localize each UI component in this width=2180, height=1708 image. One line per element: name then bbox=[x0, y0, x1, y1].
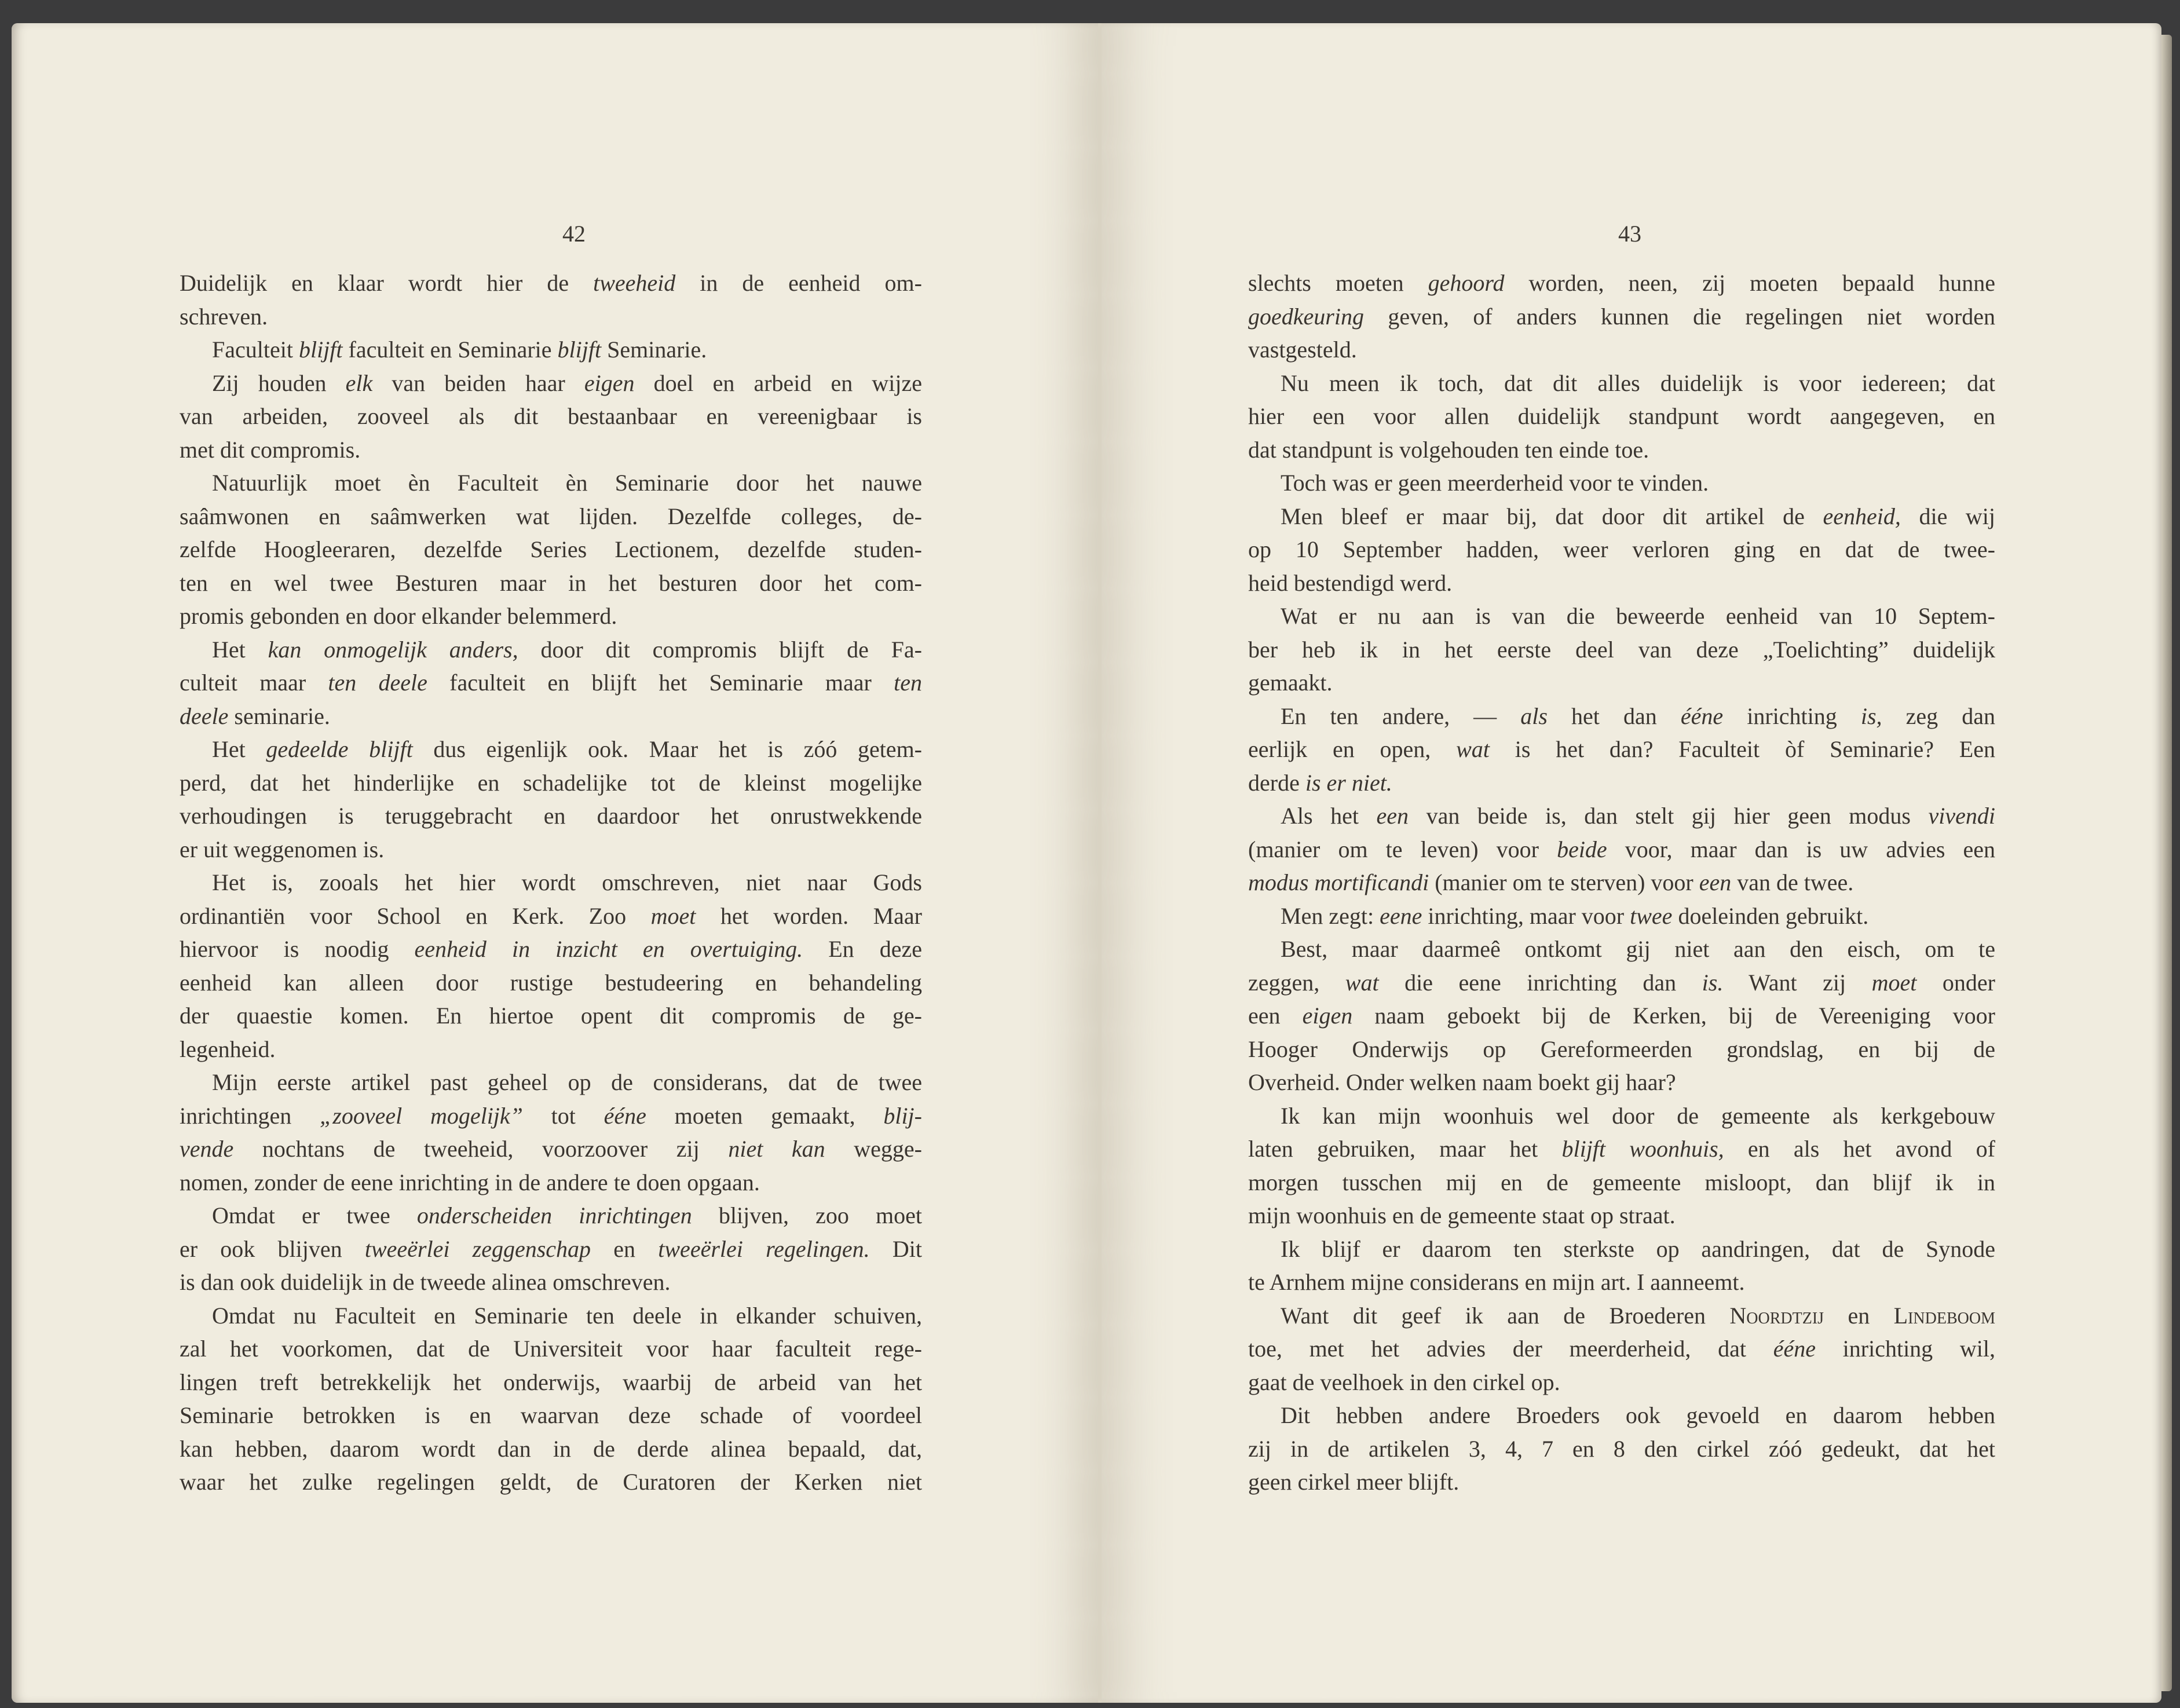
text-segment: door dit compromis blijft de Fa- bbox=[518, 636, 922, 663]
text-line bbox=[1248, 899, 1995, 933]
text-line bbox=[180, 899, 922, 933]
italic-text: goedkeuring bbox=[1248, 303, 1364, 330]
text-segment: eenheid kan alleen door rustige bestudeering en behandeling bbox=[180, 969, 922, 996]
text-line bbox=[180, 266, 922, 300]
text-segment: van arbeiden, zooveel als dit bestaanbaar en vereenigbaar is bbox=[180, 403, 922, 429]
italic-text: blijft bbox=[557, 337, 602, 363]
italic-text: ten deele bbox=[328, 670, 427, 696]
italic-text: niet kan bbox=[728, 1136, 825, 1162]
text-line bbox=[180, 932, 922, 966]
text-segment: zeg dan bbox=[1882, 703, 1995, 729]
text-segment: faculteit en blijft het Seminarie maar bbox=[427, 670, 894, 696]
text-line bbox=[180, 1299, 922, 1333]
text-line bbox=[180, 1066, 922, 1099]
text-segment: wegge- bbox=[825, 1136, 922, 1162]
text-line bbox=[180, 533, 922, 566]
text-line bbox=[180, 733, 922, 766]
text-line bbox=[180, 1099, 922, 1133]
text-segment: legenheid. bbox=[180, 1036, 276, 1062]
text-segment: Seminarie betrokken is en waarvan deze schade of voordeel bbox=[180, 1402, 922, 1428]
text-segment: een bbox=[1248, 1003, 1303, 1029]
text-segment: Dit hebben andere Broeders ook gevoeld en daarom hebben bbox=[1281, 1402, 1995, 1428]
text-segment: Omdat er twee bbox=[212, 1202, 417, 1228]
text-segment: toe, met het advies der meerderheid, dat bbox=[1248, 1336, 1773, 1362]
text-line bbox=[1248, 367, 1995, 400]
italic-text: tweeheid bbox=[593, 270, 676, 296]
text-segment: Toch was er geen meerderheid voor te vinden. bbox=[1281, 470, 1709, 496]
italic-text: vivendi bbox=[1928, 803, 1995, 829]
text-line bbox=[180, 1399, 922, 1432]
italic-text: elk bbox=[345, 370, 373, 396]
text-line bbox=[180, 500, 922, 533]
italic-text: eene bbox=[1380, 902, 1422, 929]
left-page-text bbox=[180, 266, 922, 1499]
text-segment: die wij bbox=[1900, 503, 1995, 529]
text-segment: van beiden haar bbox=[372, 370, 584, 396]
text-line bbox=[180, 1432, 922, 1466]
text-segment: van beide is, dan stelt gij hier geen modus bbox=[1409, 803, 1929, 829]
text-segment: Men zegt: bbox=[1281, 902, 1380, 929]
italic-text: blij- bbox=[883, 1102, 922, 1129]
text-line bbox=[180, 666, 922, 700]
text-segment: er uit weggenomen is. bbox=[180, 836, 385, 862]
page-edge bbox=[2161, 35, 2172, 1691]
text-segment: Dit bbox=[869, 1235, 922, 1262]
text-line bbox=[1248, 1366, 1995, 1399]
text-segment: En deze bbox=[803, 936, 922, 962]
italic-text: eigen bbox=[584, 370, 635, 396]
italic-text: modus mortificandi bbox=[1248, 869, 1429, 895]
italic-text: is. bbox=[1702, 969, 1724, 996]
text-segment: dat standpunt is volgehouden ten einde toe. bbox=[1248, 436, 1649, 463]
text-segment: zelfde Hoogleeraren, dezelfde Series Lectionem, dezelfde studen- bbox=[180, 536, 922, 562]
italic-text: onderscheiden inrichtingen bbox=[416, 1202, 692, 1228]
italic-text: moet bbox=[1871, 969, 1917, 996]
text-line bbox=[1248, 766, 1995, 800]
text-line bbox=[180, 367, 922, 400]
text-segment: nomen, zonder de eene inrichting in de andere te doen opgaan. bbox=[180, 1169, 760, 1195]
text-line bbox=[180, 700, 922, 733]
text-segment: is het dan? Faculteit òf Seminarie? Een bbox=[1489, 736, 1995, 762]
italic-text: ééne bbox=[1773, 1336, 1816, 1362]
text-line bbox=[180, 599, 922, 633]
text-segment: Ik blijf er daarom ten sterkste op aandringen, dat de Synode bbox=[1281, 1235, 1995, 1262]
text-segment: het worden. Maar bbox=[696, 902, 922, 929]
text-line bbox=[1248, 1399, 1995, 1432]
text-line bbox=[1248, 932, 1995, 966]
text-line bbox=[180, 1266, 922, 1299]
text-segment: Want zij bbox=[1723, 969, 1872, 996]
text-segment: slechts moeten bbox=[1248, 270, 1428, 296]
italic-text: ééne bbox=[1680, 703, 1724, 729]
italic-text: blijft bbox=[298, 337, 343, 363]
text-line bbox=[1248, 333, 1995, 367]
text-segment: nochtans de tweeheid, voorzoover zij bbox=[233, 1136, 729, 1162]
text-line bbox=[1248, 1432, 1995, 1466]
italic-text: twee bbox=[1630, 902, 1673, 929]
text-segment: derde bbox=[1248, 769, 1305, 796]
text-segment: inrichting bbox=[1723, 703, 1861, 729]
text-line bbox=[180, 1166, 922, 1199]
text-segment: laten gebruiken, maar het bbox=[1248, 1136, 1562, 1162]
text-line bbox=[1248, 1132, 1995, 1166]
text-segment: lingen treft betrekkelijk het onderwijs, waarbij de arbeid van het bbox=[180, 1369, 922, 1395]
italic-text: een bbox=[1699, 869, 1732, 895]
text-segment: Nu meen ik toch, dat dit alles duidelijk is voor iedereen; dat bbox=[1281, 370, 1995, 396]
text-segment: die eene inrichting dan bbox=[1378, 969, 1702, 996]
text-segment: Wat er nu aan is van die beweerde eenheid van 10 Septem- bbox=[1281, 603, 1995, 629]
italic-text: kan onmogelijk anders, bbox=[268, 636, 518, 663]
text-segment: Het bbox=[212, 736, 266, 762]
text-segment: Zij houden bbox=[212, 370, 346, 396]
text-segment: Mijn eerste artikel past geheel op de considerans, dat de twee bbox=[212, 1069, 922, 1095]
text-line bbox=[180, 966, 922, 1000]
text-segment: voor, maar dan is uw advies een bbox=[1607, 836, 1995, 862]
text-segment: heid bestendigd werd. bbox=[1248, 569, 1453, 596]
text-segment: blijven, zoo moet bbox=[692, 1202, 922, 1228]
italic-text: „zooveel mogelijk” bbox=[320, 1102, 523, 1129]
text-segment: Men bleef er maar bij, dat door dit artikel de bbox=[1281, 503, 1823, 529]
text-line bbox=[1248, 1332, 1995, 1366]
text-segment: met dit compromis. bbox=[180, 436, 361, 463]
italic-text: gedeelde blijft bbox=[266, 736, 413, 762]
text-line bbox=[1248, 833, 1995, 866]
text-line bbox=[1248, 566, 1995, 600]
text-segment: geen cirkel meer blijft. bbox=[1248, 1469, 1460, 1495]
text-line bbox=[1248, 1099, 1995, 1133]
text-segment: En ten andere, — bbox=[1281, 703, 1521, 729]
text-segment: doeleinden gebruikt. bbox=[1672, 902, 1869, 929]
text-line bbox=[1248, 1465, 1995, 1499]
text-segment: worden, neen, zij moeten bepaald hunne bbox=[1504, 270, 1995, 296]
text-segment: Ik kan mijn woonhuis wel door de gemeente als kerkgebouw bbox=[1281, 1102, 1995, 1129]
text-line bbox=[180, 766, 922, 800]
text-line bbox=[1248, 733, 1995, 766]
text-line bbox=[180, 1366, 922, 1399]
text-line bbox=[1248, 533, 1995, 566]
text-segment: en bbox=[591, 1235, 659, 1262]
italic-text: wat bbox=[1345, 969, 1379, 996]
text-segment: Want dit geef ik aan de Broederen bbox=[1281, 1302, 1730, 1329]
text-line bbox=[180, 799, 922, 833]
text-line bbox=[180, 633, 922, 667]
text-line bbox=[1248, 1199, 1995, 1232]
text-segment: te Arnhem mijne considerans en mijn art. I aanneemt. bbox=[1248, 1269, 1745, 1295]
italic-text: is, bbox=[1860, 703, 1882, 729]
text-line bbox=[180, 1465, 922, 1499]
text-line bbox=[1248, 599, 1995, 633]
text-segment: dus eigenlijk ook. Maar het is zóó getem- bbox=[412, 736, 922, 762]
page-number-left: 42 bbox=[562, 221, 586, 247]
text-line bbox=[1248, 1033, 1995, 1066]
text-segment: tot bbox=[522, 1102, 604, 1129]
text-line bbox=[180, 333, 922, 367]
text-segment: der quaestie komen. En hiertoe opent dit compromis de ge- bbox=[180, 1003, 922, 1029]
text-segment: zij in de artikelen 3, 4, 7 en 8 den cirkel zóó gedeukt, dat het bbox=[1248, 1435, 1995, 1462]
text-segment: inrichting wil, bbox=[1815, 1336, 1995, 1362]
text-segment: Seminarie. bbox=[601, 337, 707, 363]
text-segment: doel en arbeid en wijze bbox=[634, 370, 922, 396]
text-line bbox=[1248, 700, 1995, 733]
text-segment: in de eenheid om- bbox=[675, 270, 922, 296]
text-segment: hiervoor is noodig bbox=[180, 936, 415, 962]
text-segment: onder bbox=[1916, 969, 1995, 996]
text-segment: (manier om te sterven) voor bbox=[1429, 869, 1699, 895]
text-segment: op 10 September hadden, weer verloren ging en dat de twee- bbox=[1248, 536, 1995, 562]
text-line bbox=[1248, 500, 1995, 533]
text-segment: saâmwonen en saâmwerken wat lijden. Dezelfde colleges, de- bbox=[180, 503, 922, 529]
italic-text: ééne bbox=[603, 1102, 646, 1129]
text-line bbox=[180, 866, 922, 899]
italic-text: blijft woonhuis, bbox=[1561, 1136, 1724, 1162]
italic-text: beide bbox=[1557, 836, 1607, 862]
text-segment: kan hebben, daarom wordt dan in de derde alinea bepaald, dat, bbox=[180, 1435, 922, 1462]
italic-text: deele bbox=[180, 703, 229, 729]
text-line bbox=[1248, 666, 1995, 700]
text-segment: eerlijk en open, bbox=[1248, 736, 1457, 762]
text-segment: en bbox=[1824, 1302, 1894, 1329]
text-line bbox=[180, 1332, 922, 1366]
text-line bbox=[180, 300, 922, 334]
small-caps-text: Noordtzij bbox=[1729, 1302, 1824, 1329]
italic-text: tweeërlei regelingen. bbox=[658, 1235, 870, 1262]
italic-text: eigen bbox=[1302, 1003, 1353, 1029]
text-segment: is dan ook duidelijk in de tweede alinea omschreven. bbox=[180, 1269, 671, 1295]
text-segment: Als het bbox=[1281, 803, 1377, 829]
italic-text: moet bbox=[650, 902, 696, 929]
text-line bbox=[180, 1033, 922, 1066]
italic-text: is er niet. bbox=[1305, 769, 1392, 796]
text-segment: ordinantiën voor School en Kerk. Zoo bbox=[180, 902, 651, 929]
text-segment: culteit maar bbox=[180, 670, 328, 696]
text-segment: inrichtingen bbox=[180, 1102, 320, 1129]
text-segment: geven, of anders kunnen die regelingen niet worden bbox=[1363, 303, 1995, 330]
text-line bbox=[1248, 1166, 1995, 1199]
italic-text: eenheid in inzicht en overtuiging. bbox=[414, 936, 803, 962]
text-segment: Duidelijk en klaar wordt hier de bbox=[180, 270, 594, 296]
italic-text: wat bbox=[1456, 736, 1490, 762]
text-segment: promis gebonden en door elkander belemmerd. bbox=[180, 603, 617, 629]
text-segment: schreven. bbox=[180, 303, 268, 330]
text-segment: faculteit en Seminarie bbox=[342, 337, 558, 363]
small-caps-text: Lindeboom bbox=[1893, 1302, 1995, 1329]
text-segment: Hooger Onderwijs op Gereformeerden grondslag, en bij de bbox=[1248, 1036, 1995, 1062]
text-line bbox=[1248, 1266, 1995, 1299]
text-segment: ten en wel twee Besturen maar in het besturen door het com- bbox=[180, 569, 922, 596]
text-segment: inrichting, maar voor bbox=[1422, 902, 1630, 929]
italic-text: een bbox=[1376, 803, 1409, 829]
text-line bbox=[1248, 1232, 1995, 1266]
text-segment: Het bbox=[212, 636, 268, 663]
text-line bbox=[1248, 799, 1995, 833]
text-line bbox=[1248, 300, 1995, 334]
text-segment: ber heb ik in het eerste deel van deze „Toelichting” duidelijk bbox=[1248, 636, 1995, 663]
text-line bbox=[1248, 966, 1995, 1000]
italic-text: als bbox=[1520, 703, 1548, 729]
text-segment: zeggen, bbox=[1248, 969, 1345, 996]
right-page-text bbox=[1248, 266, 1995, 1499]
text-segment: (manier om te leven) voor bbox=[1248, 836, 1557, 862]
text-line bbox=[180, 566, 922, 600]
text-line bbox=[1248, 1299, 1995, 1333]
text-segment: zal het voorkomen, dat de Universiteit voor haar faculteit rege- bbox=[180, 1336, 922, 1362]
text-segment: Overheid. Onder welken naam boekt gij haar? bbox=[1248, 1069, 1676, 1095]
italic-text: eenheid, bbox=[1823, 503, 1901, 529]
page-number-right: 43 bbox=[1618, 221, 1641, 247]
right-page bbox=[1102, 23, 2161, 1703]
text-line bbox=[1248, 433, 1995, 467]
text-segment: Best, maar daarmeê ontkomt gij niet aan den eisch, om te bbox=[1281, 936, 1995, 962]
text-line bbox=[180, 1199, 922, 1232]
italic-text: gehoord bbox=[1428, 270, 1505, 296]
text-line bbox=[1248, 466, 1995, 500]
text-segment: vastgesteld. bbox=[1248, 337, 1357, 363]
italic-text: ten bbox=[894, 670, 922, 696]
text-segment: moeten gemaakt, bbox=[646, 1102, 884, 1129]
text-line bbox=[1248, 266, 1995, 300]
text-line bbox=[1248, 1066, 1995, 1099]
text-line bbox=[1248, 999, 1995, 1033]
text-segment: naam geboekt bij de Kerken, bij de Vereeniging voor bbox=[1352, 1003, 1995, 1029]
text-line bbox=[180, 833, 922, 866]
text-segment: Faculteit bbox=[212, 337, 299, 363]
text-segment: mijn woonhuis en de gemeente staat op straat. bbox=[1248, 1202, 1676, 1228]
text-line bbox=[180, 433, 922, 467]
text-line bbox=[180, 1232, 922, 1266]
text-segment: gaat de veelhoek in den cirkel op. bbox=[1248, 1369, 1560, 1395]
text-line bbox=[180, 466, 922, 500]
text-segment: en als het avond of bbox=[1724, 1136, 1995, 1162]
italic-text: vende bbox=[180, 1136, 234, 1162]
text-line bbox=[180, 400, 922, 433]
text-segment: hier een voor allen duidelijk standpunt wordt aangegeven, en bbox=[1248, 403, 1995, 429]
text-line bbox=[1248, 400, 1995, 433]
text-segment: seminarie. bbox=[228, 703, 330, 729]
text-line bbox=[1248, 633, 1995, 667]
text-segment: Het is, zooals het hier wordt omschreven, niet naar Gods bbox=[212, 869, 922, 895]
text-segment: Omdat nu Faculteit en Seminarie ten deele in elkander schuiven, bbox=[212, 1302, 922, 1329]
text-segment: verhoudingen is teruggebracht en daardoor het onrustwekkende bbox=[180, 803, 922, 829]
text-line bbox=[180, 999, 922, 1033]
text-segment: er ook blijven bbox=[180, 1235, 365, 1262]
text-segment: gemaakt. bbox=[1248, 670, 1333, 696]
text-segment: waar het zulke regelingen geldt, de Curatoren der Kerken niet bbox=[180, 1469, 922, 1495]
text-segment: van de twee. bbox=[1731, 869, 1854, 895]
text-line bbox=[1248, 866, 1995, 899]
text-segment: perd, dat het hinderlijke en schadelijke tot de kleinst mogelijke bbox=[180, 769, 922, 796]
left-page bbox=[12, 23, 1099, 1703]
text-segment: morgen tusschen mij en de gemeente misloopt, dan blijf ik in bbox=[1248, 1169, 1995, 1195]
text-line bbox=[180, 1132, 922, 1166]
italic-text: tweeërlei zeggenschap bbox=[364, 1235, 591, 1262]
text-segment: het dan bbox=[1547, 703, 1681, 729]
text-segment: Natuurlijk moet èn Faculteit èn Seminarie door het nauwe bbox=[212, 470, 922, 496]
